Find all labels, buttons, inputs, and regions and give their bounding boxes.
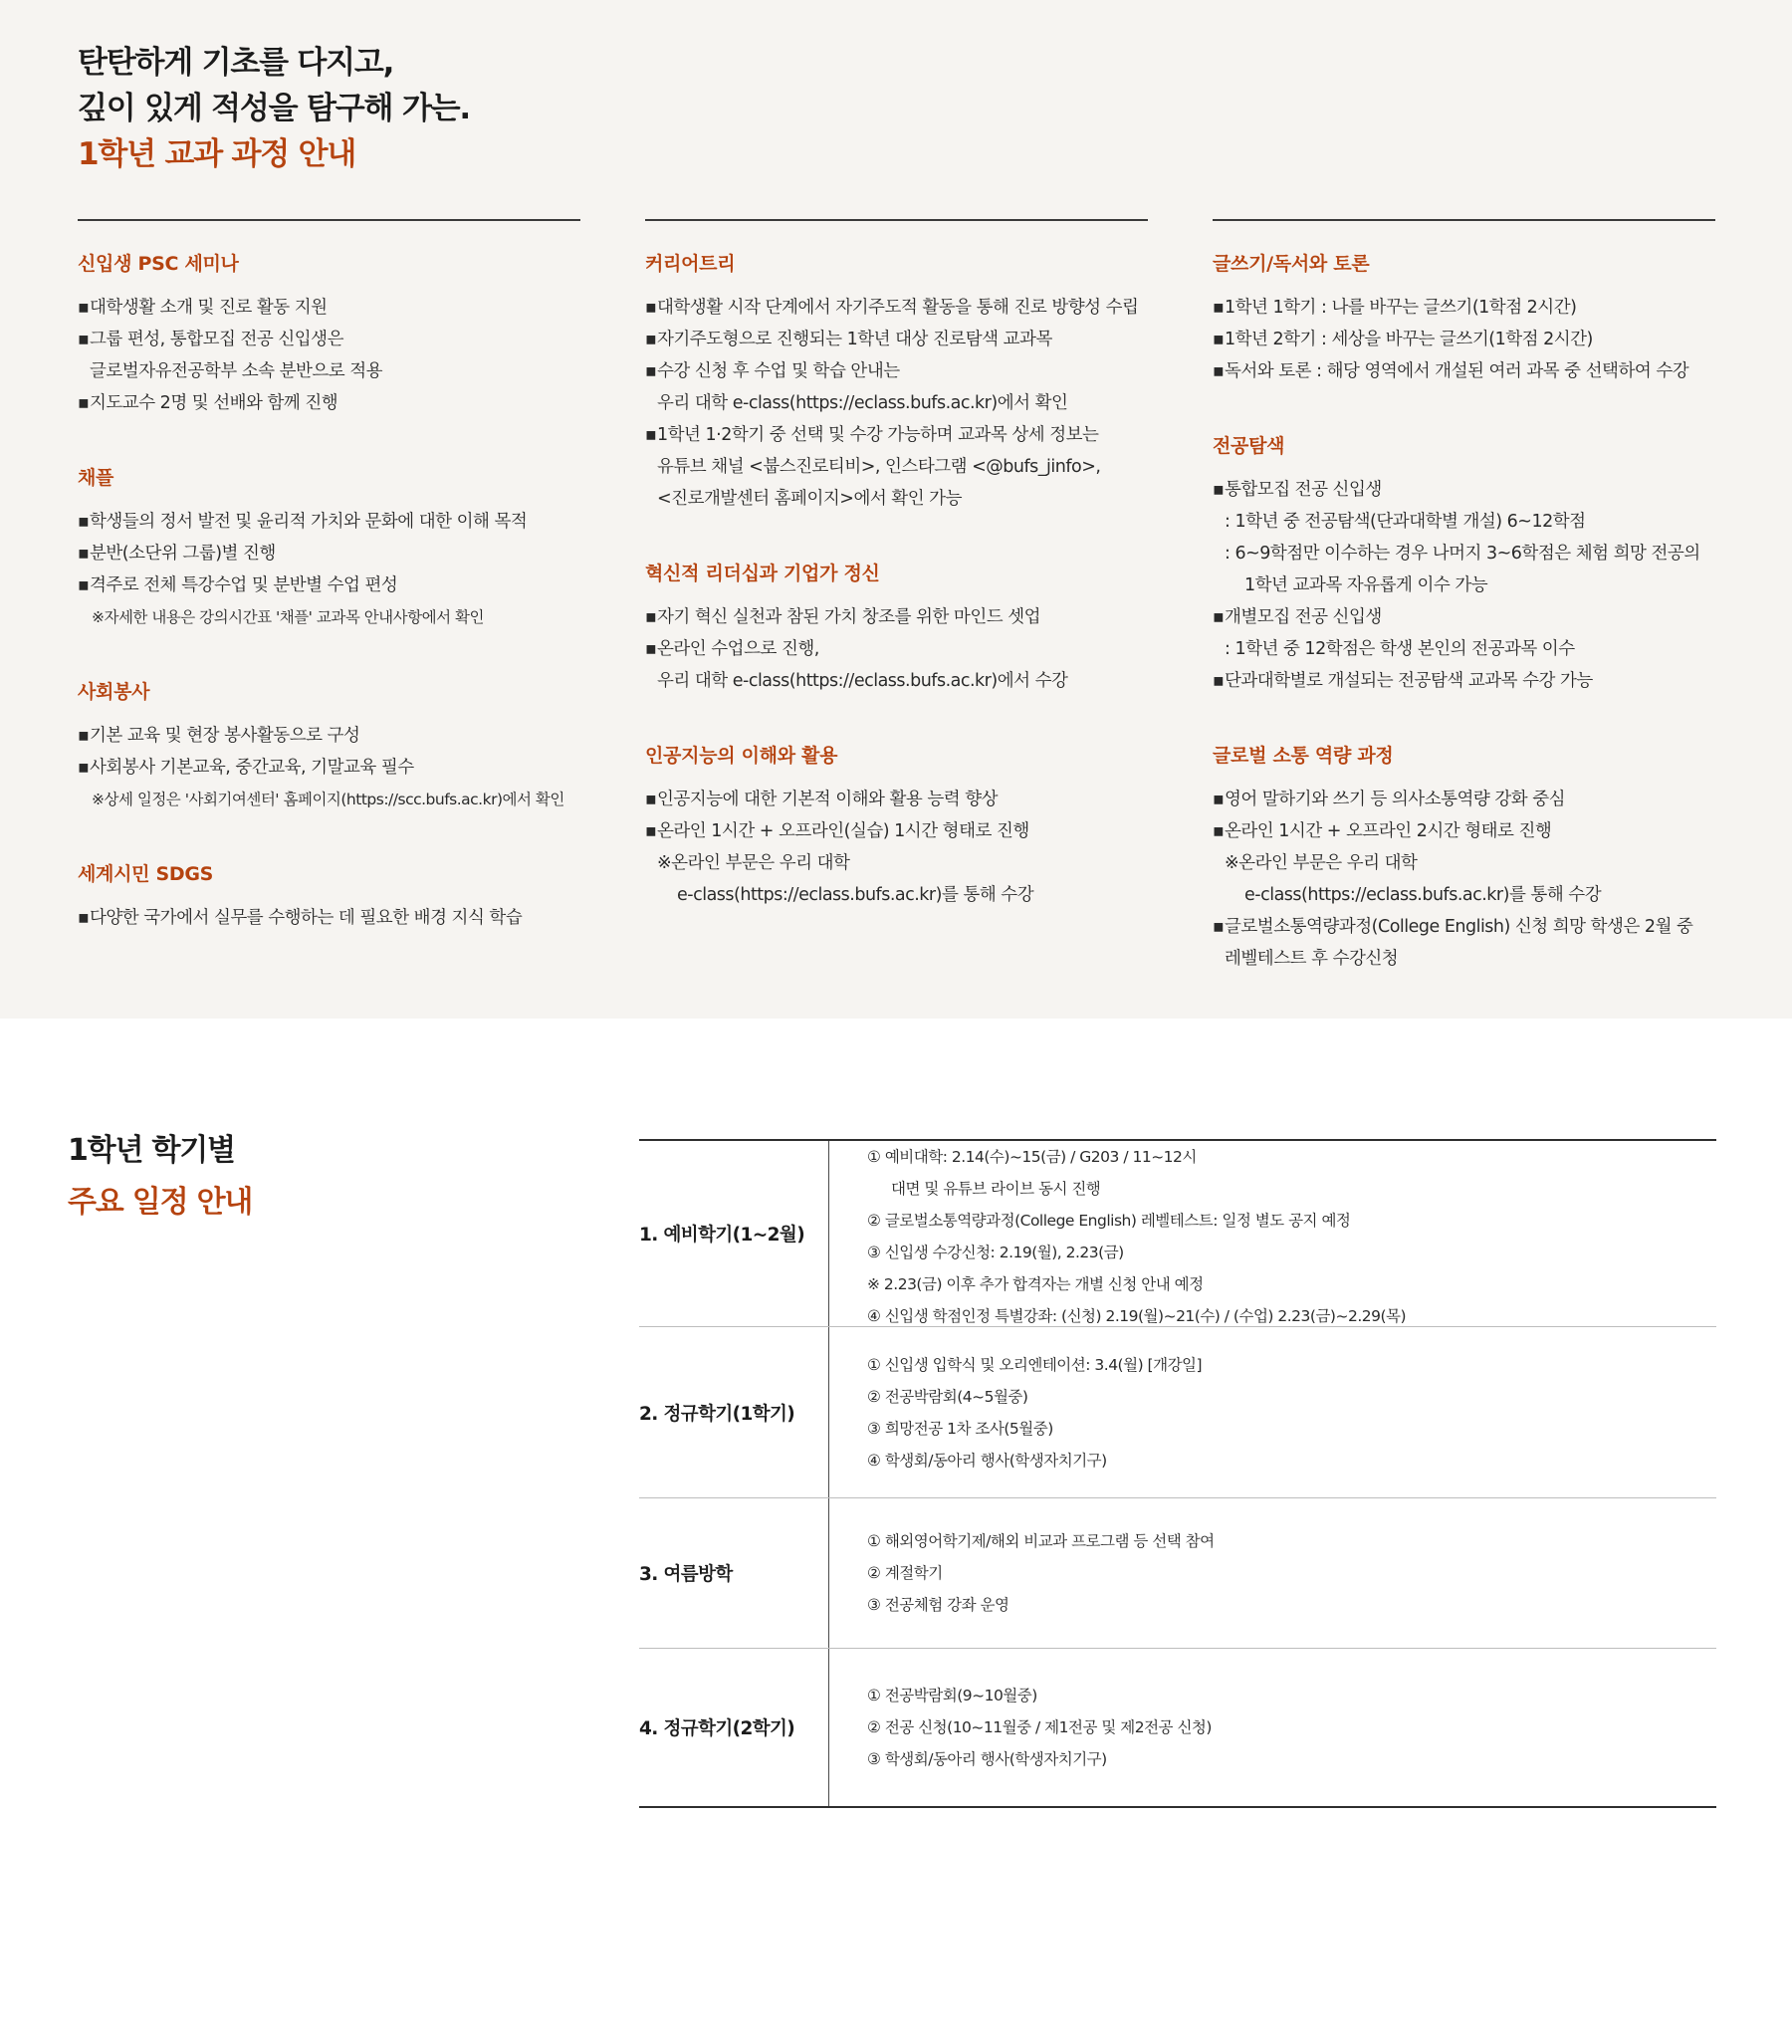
course-title: 세계시민 SDGS bbox=[78, 863, 214, 885]
continuation-line bbox=[645, 387, 1148, 419]
schedule-line: ② 전공박람회(4~5월중) bbox=[867, 1388, 1028, 1406]
column-rule bbox=[645, 219, 1148, 221]
column-rule bbox=[1213, 219, 1715, 221]
schedule-details bbox=[829, 1498, 1716, 1648]
bullet-icon: ▪ bbox=[1213, 671, 1225, 691]
item-text: <진로개발센터 홈페이지>에서 확인 가능 bbox=[657, 489, 962, 509]
curriculum-section bbox=[0, 0, 1792, 1019]
course-title: 글로벌 소통 역량 과정 bbox=[1213, 745, 1394, 767]
schedule-term-label: 3. 여름방학 bbox=[639, 1498, 829, 1648]
item-text: 자기 혁신 실천과 참된 가치 창조를 위한 마인드 셋업 bbox=[657, 607, 1041, 627]
continuation-line bbox=[645, 879, 1148, 911]
curriculum-column-1 bbox=[78, 219, 580, 978]
bullet-item bbox=[1213, 474, 1715, 506]
item-text: ※상세 일정은 '사회기여센터' 홈페이지(https://scc.bufs.ac.kr)에서 확인 bbox=[92, 791, 564, 808]
bullet-icon: ▪ bbox=[78, 908, 90, 928]
item-text: 대학생활 소개 및 진로 활동 지원 bbox=[90, 298, 328, 318]
item-text: ※자세한 내용은 강의시간표 '채플' 교과목 안내사항에서 확인 bbox=[92, 608, 484, 626]
item-text: 1학년 1학기 : 나를 바꾸는 글쓰기(1학점 2시간) bbox=[1225, 298, 1577, 318]
bullet-item bbox=[645, 419, 1148, 451]
bullet-icon: ▪ bbox=[78, 758, 90, 778]
continuation-line bbox=[1213, 506, 1715, 538]
bullet-icon: ▪ bbox=[645, 425, 657, 445]
bullet-item bbox=[645, 324, 1148, 355]
item-text: 글로벌자유전공학부 소속 분반으로 적용 bbox=[90, 361, 383, 381]
schedule-line: ④ 학생회/동아리 행사(학생자치기구) bbox=[867, 1452, 1107, 1470]
schedule-details bbox=[829, 1649, 1716, 1806]
item-text: 레벨테스트 후 수강신청 bbox=[1225, 949, 1399, 969]
bullet-item bbox=[645, 292, 1148, 324]
bullet-icon: ▪ bbox=[645, 330, 657, 349]
bullet-item bbox=[78, 902, 580, 934]
bullet-item bbox=[1213, 665, 1715, 697]
bullet-icon: ▪ bbox=[645, 298, 657, 318]
item-text: e-class(https://eclass.bufs.ac.kr)를 통해 수강 bbox=[1244, 885, 1602, 905]
course-section bbox=[645, 741, 1148, 911]
course-title: 사회봉사 bbox=[78, 681, 150, 703]
course-title: 글쓰기/독서와 토론 bbox=[1213, 253, 1370, 275]
item-text: 독서와 토론 : 해당 영역에서 개설된 여러 과목 중 선택하여 수강 bbox=[1225, 361, 1689, 381]
course-section bbox=[1213, 741, 1715, 975]
item-text: 1학년 1·2학기 중 선택 및 수강 가능하며 교과목 상세 정보는 bbox=[657, 425, 1099, 445]
bullet-icon: ▪ bbox=[1213, 607, 1225, 627]
bullet-item bbox=[1213, 815, 1715, 847]
bullet-item bbox=[78, 752, 580, 784]
bullet-icon: ▪ bbox=[1213, 790, 1225, 809]
bullet-item bbox=[78, 324, 580, 355]
bullet-icon: ▪ bbox=[1213, 917, 1225, 937]
bullet-icon: ▪ bbox=[1213, 480, 1225, 500]
bullet-item bbox=[78, 506, 580, 538]
item-text: 온라인 수업으로 진행, bbox=[657, 639, 819, 659]
schedule-heading bbox=[68, 1125, 252, 1229]
schedule-line: ③ 신입생 수강신청: 2.19(월), 2.23(금) bbox=[867, 1244, 1124, 1261]
item-text: 자기주도형으로 진행되는 1학년 대상 진로탐색 교과목 bbox=[657, 330, 1052, 349]
schedule-line: ② 전공 신청(10~11월중 / 제1전공 및 제2전공 신청) bbox=[867, 1718, 1212, 1736]
schedule-row bbox=[639, 1649, 1716, 1806]
bullet-item bbox=[645, 815, 1148, 847]
continuation-line bbox=[1213, 847, 1715, 879]
schedule-line: ① 예비대학: 2.14(수)~15(금) / G203 / 11~12시 bbox=[867, 1148, 1197, 1166]
item-text: 1학년 2학기 : 세상을 바꾸는 글쓰기(1학점 2시간) bbox=[1225, 330, 1593, 349]
course-section bbox=[78, 677, 580, 815]
bullet-icon: ▪ bbox=[645, 790, 657, 809]
continuation-line bbox=[1213, 538, 1715, 569]
continuation-line bbox=[645, 483, 1148, 515]
item-text: 격주로 전체 특강수업 및 분반별 수업 편성 bbox=[90, 575, 398, 595]
schedule-line: ④ 신입생 학점인정 특별강좌: (신청) 2.19(월)~21(수) / (수업) 2.23(금)~2.29(목) bbox=[867, 1307, 1407, 1325]
bullet-icon: ▪ bbox=[1213, 361, 1225, 381]
item-text: 분반(소단위 그룹)별 진행 bbox=[90, 544, 276, 564]
schedule-term-label: 4. 정규학기(2학기) bbox=[639, 1649, 829, 1806]
continuation-line bbox=[645, 665, 1148, 697]
bullet-item bbox=[1213, 355, 1715, 387]
item-text: 기본 교육 및 현장 봉사활동으로 구성 bbox=[90, 726, 360, 746]
item-text: 대학생활 시작 단계에서 자기주도적 활동을 통해 진로 방향성 수립 bbox=[657, 298, 1139, 318]
bullet-item bbox=[1213, 324, 1715, 355]
course-title: 커리어트리 bbox=[645, 253, 736, 275]
item-text: 지도교수 2명 및 선배와 함께 진행 bbox=[90, 393, 338, 413]
bullet-item bbox=[645, 355, 1148, 387]
item-text: 유튜브 채널 <붑스진로티비>, 인스타그램 <@bufs_jinfo>, bbox=[657, 457, 1101, 477]
continuation-line bbox=[645, 451, 1148, 483]
schedule-term-label: 2. 정규학기(1학기) bbox=[639, 1327, 829, 1497]
bullet-icon: ▪ bbox=[1213, 330, 1225, 349]
item-text: 개별모집 전공 신입생 bbox=[1225, 607, 1382, 627]
schedule-line: ② 글로벌소통역량과정(College English) 레벨테스트: 일정 별도 공지 예정 bbox=[867, 1212, 1351, 1230]
schedule-term-label: 1. 예비학기(1~2월) bbox=[639, 1141, 829, 1326]
item-text: 영어 말하기와 쓰기 등 의사소통역량 강화 중심 bbox=[1225, 790, 1566, 809]
bullet-icon: ▪ bbox=[78, 393, 90, 413]
continuation-line bbox=[1213, 879, 1715, 911]
item-text: 온라인 1시간 + 오프라인(실습) 1시간 형태로 진행 bbox=[657, 821, 1029, 841]
item-text: 그룹 편성, 통합모집 전공 신입생은 bbox=[90, 330, 343, 349]
course-section bbox=[78, 463, 580, 633]
continuation-line bbox=[645, 847, 1148, 879]
course-title: 신입생 PSC 세미나 bbox=[78, 253, 239, 275]
bullet-icon: ▪ bbox=[645, 361, 657, 381]
schedule-row bbox=[639, 1327, 1716, 1498]
bullet-item bbox=[645, 601, 1148, 633]
course-section bbox=[645, 559, 1148, 697]
bullet-icon: ▪ bbox=[78, 298, 90, 318]
course-section bbox=[1213, 431, 1715, 697]
item-text: 단과대학별로 개설되는 전공탐색 교과목 수강 가능 bbox=[1225, 671, 1593, 691]
item-text: 인공지능에 대한 기본적 이해와 활용 능력 향상 bbox=[657, 790, 999, 809]
bullet-item bbox=[1213, 601, 1715, 633]
item-text: 사회봉사 기본교육, 중간교육, 기말교육 필수 bbox=[90, 758, 414, 778]
item-text: 우리 대학 e-class(https://eclass.bufs.ac.kr)에서 수강 bbox=[657, 671, 1068, 691]
schedule-row bbox=[639, 1498, 1716, 1649]
course-title: 전공탐색 bbox=[1213, 435, 1285, 457]
bullet-item bbox=[1213, 784, 1715, 815]
bullet-icon: ▪ bbox=[645, 821, 657, 841]
continuation-line bbox=[78, 355, 580, 387]
schedule-line: 대면 및 유튜브 라이브 동시 진행 bbox=[891, 1180, 1101, 1198]
schedule-line: ① 신입생 입학식 및 오리엔테이션: 3.4(월) [개강일] bbox=[867, 1356, 1203, 1374]
continuation-line bbox=[1213, 943, 1715, 975]
item-text: 글로벌소통역량과정(College English) 신청 희망 학생은 2월 중 bbox=[1225, 917, 1693, 937]
bullet-icon: ▪ bbox=[645, 639, 657, 659]
course-title: 인공지능의 이해와 활용 bbox=[645, 745, 838, 767]
schedule-table bbox=[639, 1139, 1716, 1808]
curriculum-column-2 bbox=[645, 219, 1148, 955]
item-text: : 6~9학점만 이수하는 경우 나머지 3~6학점은 체험 희망 전공의 bbox=[1225, 544, 1700, 564]
item-text: 다양한 국가에서 실무를 수행하는 데 필요한 배경 지식 학습 bbox=[90, 908, 523, 928]
bullet-icon: ▪ bbox=[1213, 298, 1225, 318]
bullet-item bbox=[645, 633, 1148, 665]
schedule-line: ① 해외영어학기제/해외 비교과 프로그램 등 선택 참여 bbox=[867, 1532, 1215, 1550]
note-line bbox=[78, 784, 580, 815]
bullet-item bbox=[78, 387, 580, 419]
item-text: ※온라인 부문은 우리 대학 bbox=[657, 853, 850, 873]
schedule-heading-line-1: 1학년 학기별 bbox=[68, 1133, 235, 1168]
schedule-details bbox=[829, 1327, 1716, 1497]
schedule-line: ③ 학생회/동아리 행사(학생자치기구) bbox=[867, 1750, 1107, 1768]
bullet-icon: ▪ bbox=[1213, 821, 1225, 841]
course-section bbox=[78, 249, 580, 419]
course-section bbox=[645, 249, 1148, 515]
bullet-item bbox=[78, 720, 580, 752]
bullet-item bbox=[1213, 911, 1715, 943]
continuation-line bbox=[1213, 633, 1715, 665]
headline-line-1: 탄탄하게 기초를 다지고, bbox=[78, 45, 394, 81]
item-text: e-class(https://eclass.bufs.ac.kr)를 통해 수강 bbox=[677, 885, 1034, 905]
bullet-icon: ▪ bbox=[78, 575, 90, 595]
schedule-line: ③ 희망전공 1차 조사(5월중) bbox=[867, 1420, 1053, 1438]
schedule-line: ② 계절학기 bbox=[867, 1564, 943, 1582]
bullet-item bbox=[78, 569, 580, 601]
course-title: 채플 bbox=[78, 467, 114, 489]
item-text: 학생들의 정서 발전 및 윤리적 가치와 문화에 대한 이해 목적 bbox=[90, 512, 528, 532]
course-title: 혁신적 리더십과 기업가 정신 bbox=[645, 563, 880, 584]
headline-line-2: 깊이 있게 적성을 탐구해 가는. bbox=[78, 91, 470, 126]
column-rule bbox=[78, 219, 580, 221]
item-text: : 1학년 중 전공탐색(단과대학별 개설) 6~12학점 bbox=[1225, 512, 1586, 532]
course-section bbox=[1213, 249, 1715, 387]
bullet-icon: ▪ bbox=[78, 330, 90, 349]
bullet-icon: ▪ bbox=[78, 512, 90, 532]
curriculum-headline bbox=[78, 40, 470, 177]
bullet-item bbox=[78, 538, 580, 569]
schedule-row bbox=[639, 1141, 1716, 1327]
bullet-icon: ▪ bbox=[78, 726, 90, 746]
bullet-item bbox=[645, 784, 1148, 815]
headline-accent: 1학년 교과 과정 안내 bbox=[78, 136, 356, 172]
item-text: 우리 대학 e-class(https://eclass.bufs.ac.kr)에서 확인 bbox=[657, 393, 1068, 413]
schedule-line: ① 전공박람회(9~10월중) bbox=[867, 1687, 1037, 1704]
course-section bbox=[78, 859, 580, 934]
item-text: : 1학년 중 12학점은 학생 본인의 전공과목 이수 bbox=[1225, 639, 1575, 659]
note-line bbox=[78, 601, 580, 633]
continuation-line bbox=[1213, 569, 1715, 601]
schedule-details bbox=[829, 1141, 1716, 1326]
item-text: 1학년 교과목 자유롭게 이수 가능 bbox=[1244, 575, 1488, 595]
item-text: 온라인 1시간 + 오프라인 2시간 형태로 진행 bbox=[1225, 821, 1552, 841]
curriculum-column-3 bbox=[1213, 219, 1715, 1019]
schedule-line: ③ 전공체험 강좌 운영 bbox=[867, 1596, 1009, 1614]
bullet-item bbox=[1213, 292, 1715, 324]
schedule-line: ※ 2.23(금) 이후 추가 합격자는 개별 신청 안내 예정 bbox=[867, 1275, 1204, 1293]
bullet-item bbox=[78, 292, 580, 324]
bullet-icon: ▪ bbox=[645, 607, 657, 627]
item-text: ※온라인 부문은 우리 대학 bbox=[1225, 853, 1418, 873]
schedule-heading-accent: 주요 일정 안내 bbox=[68, 1185, 253, 1220]
bullet-icon: ▪ bbox=[78, 544, 90, 564]
item-text: 통합모집 전공 신입생 bbox=[1225, 480, 1382, 500]
item-text: 수강 신청 후 수업 및 학습 안내는 bbox=[657, 361, 900, 381]
